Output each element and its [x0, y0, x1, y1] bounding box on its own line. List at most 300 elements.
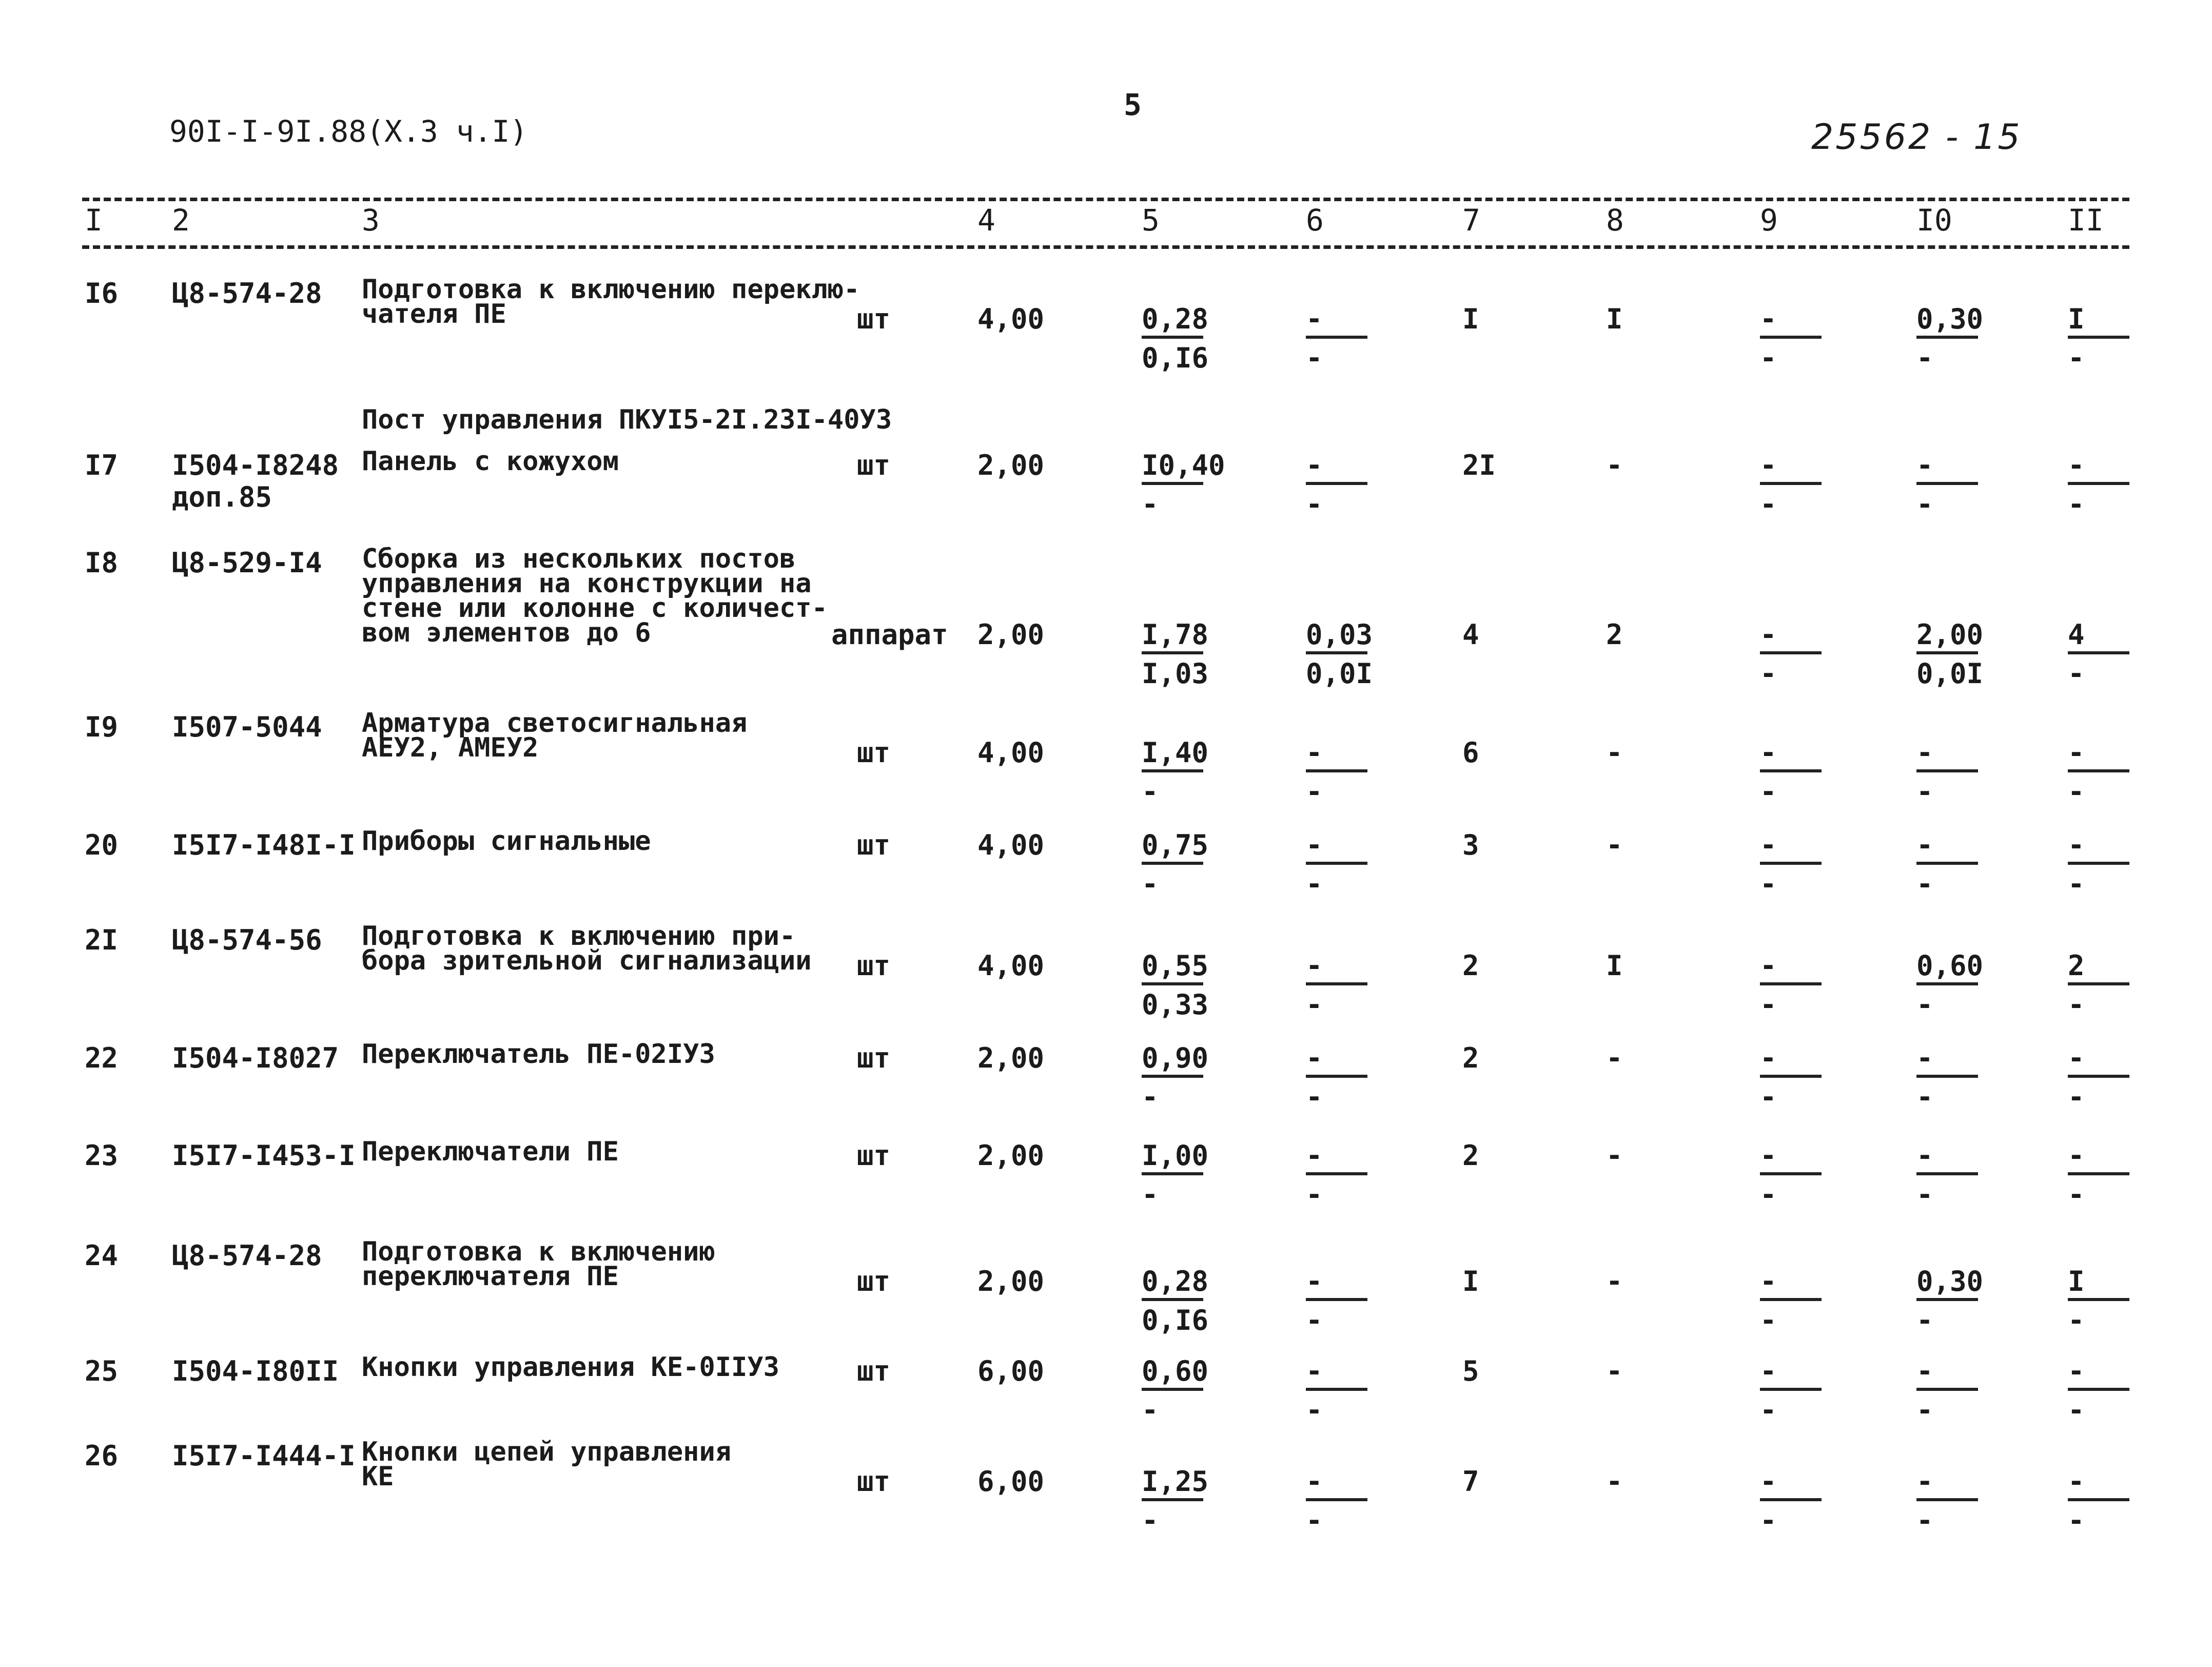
col11-value-denominator: -	[2068, 1178, 2085, 1211]
col10-value	[1916, 829, 1988, 899]
col6-value-numerator: -	[1306, 736, 1323, 769]
col6-value-numerator: -	[1306, 949, 1323, 982]
column-header: 8	[1606, 203, 1624, 238]
col7-value: I	[1462, 1265, 1479, 1297]
col5-value-bar	[1142, 651, 1203, 654]
col5-value-bar	[1142, 1498, 1203, 1501]
col6-value-bar	[1306, 1388, 1367, 1391]
col9-value	[1760, 1042, 1832, 1112]
page-number: 5	[1124, 87, 1142, 122]
col9-value-numerator: -	[1760, 736, 1777, 769]
col5-value-numerator: 0,60	[1142, 1355, 1209, 1387]
column-header: I0	[1916, 203, 1952, 238]
col11-value	[2068, 736, 2140, 806]
col6-value-numerator: -	[1306, 1042, 1323, 1074]
col7-value: 6	[1462, 736, 1479, 769]
col10-value-denominator: -	[1916, 1394, 1933, 1426]
col5-value-denominator: -	[1142, 868, 1159, 900]
description-line: вом элементов до 6	[362, 617, 651, 648]
col11-value-bar	[2068, 482, 2129, 485]
description-line: КЕ	[362, 1461, 394, 1492]
col9-value-bar	[1760, 1388, 1822, 1391]
quantity: 4,00	[977, 829, 1045, 861]
col6-value-denominator: -	[1306, 488, 1323, 520]
unit: шт	[857, 303, 891, 335]
col6-value	[1306, 303, 1378, 373]
col9-value	[1760, 449, 1832, 519]
description-line: Подготовка к включению при-	[362, 921, 796, 952]
col9-value-numerator: -	[1760, 1042, 1777, 1074]
col8-value: -	[1606, 829, 1623, 861]
section-title: Пост управления ПКУI5-2I.23I-40УЗ	[362, 404, 892, 435]
col11-value	[2068, 1139, 2140, 1209]
work-description	[362, 708, 748, 763]
col5-value	[1142, 1465, 1213, 1535]
norm-code: I504-I8027	[172, 1042, 339, 1074]
col8-value: -	[1606, 1139, 1623, 1172]
col11-value	[2068, 1465, 2140, 1535]
col6-value-bar	[1306, 1172, 1367, 1175]
col5-value-denominator: -	[1142, 776, 1159, 808]
col5-value-numerator: 0,28	[1142, 303, 1209, 335]
unit: шт	[857, 829, 891, 861]
col10-value-numerator: -	[1916, 1465, 1933, 1498]
col8-value: -	[1606, 1265, 1623, 1297]
col6-value	[1306, 736, 1378, 806]
col11-value	[2068, 449, 2140, 519]
col11-value	[2068, 1355, 2140, 1425]
col7-value: 2	[1462, 1042, 1479, 1074]
col10-value-numerator: -	[1916, 1139, 1933, 1172]
quantity: 6,00	[977, 1355, 1045, 1387]
col5-value-numerator: I,00	[1142, 1139, 1209, 1172]
col6-value-denominator: -	[1306, 1304, 1323, 1336]
col9-value-denominator: -	[1760, 1304, 1777, 1336]
col6-value-denominator: -	[1306, 868, 1323, 900]
column-header: 2	[172, 203, 190, 238]
col11-value-bar	[2068, 1388, 2129, 1391]
col11-value	[2068, 1042, 2140, 1112]
col11-value-denominator: -	[2068, 1081, 2085, 1113]
col9-value-bar	[1760, 651, 1822, 654]
quantity: 2,00	[977, 1042, 1045, 1074]
col10-value	[1916, 1265, 1988, 1335]
col11-value	[2068, 949, 2140, 1019]
col6-value-denominator: -	[1306, 1178, 1323, 1211]
row-number: I7	[85, 449, 119, 481]
col9-value-numerator: -	[1760, 1265, 1777, 1297]
col5-value-numerator: I,25	[1142, 1465, 1209, 1498]
norm-code: I5I7-I444-I	[172, 1440, 356, 1472]
col5-value-denominator: 0,I6	[1142, 1304, 1209, 1336]
work-description	[362, 921, 812, 976]
col10-value-denominator: -	[1916, 342, 1933, 374]
col11-value-numerator: -	[2068, 1355, 2085, 1387]
row-number: 26	[85, 1440, 119, 1472]
col9-value-denominator: -	[1760, 988, 1777, 1021]
col11-value-bar	[2068, 1498, 2129, 1501]
col6-value-bar	[1306, 862, 1367, 865]
description-line: стене или колонне с количест-	[362, 593, 828, 624]
col10-value	[1916, 1355, 1988, 1425]
col7-value: 2I	[1462, 449, 1496, 481]
col9-value-numerator: -	[1760, 618, 1777, 651]
unit: шт	[857, 736, 891, 769]
col6-value-denominator: -	[1306, 342, 1323, 374]
unit: шт	[857, 1042, 891, 1074]
column-header: 3	[362, 203, 380, 238]
col5-value	[1142, 736, 1213, 806]
col9-value-denominator: -	[1760, 342, 1777, 374]
unit: шт	[857, 949, 891, 982]
col10-value	[1916, 303, 1988, 373]
norm-code: Ц8-574-28	[172, 277, 322, 309]
col9-value-bar	[1760, 1498, 1822, 1501]
col10-value-denominator: 0,0I	[1916, 657, 1984, 690]
col11-value-denominator: -	[2068, 868, 2085, 900]
norm-code: I5I7-I48I-I	[172, 829, 356, 861]
col10-value-bar	[1916, 1075, 1978, 1078]
col9-value-denominator: -	[1760, 1178, 1777, 1211]
col5-value-bar	[1142, 1075, 1203, 1078]
col5-value	[1142, 449, 1225, 520]
col9-value	[1760, 303, 1832, 373]
col5-value-numerator: I0,40	[1142, 449, 1225, 481]
col11-value-bar	[2068, 336, 2129, 339]
col10-value	[1916, 949, 1988, 1019]
col11-value	[2068, 1265, 2140, 1335]
col9-value-bar	[1760, 769, 1822, 772]
col11-value-denominator: -	[2068, 488, 2085, 520]
col11-value-denominator: -	[2068, 657, 2085, 690]
col6-value-numerator: -	[1306, 303, 1323, 335]
col10-value-denominator: -	[1916, 868, 1933, 900]
col10-value-bar	[1916, 982, 1978, 985]
col5-value	[1142, 1042, 1213, 1112]
table-top-rule	[82, 198, 2129, 201]
row-number: 22	[85, 1042, 119, 1074]
quantity: 4,00	[977, 736, 1045, 769]
col10-value-numerator: -	[1916, 1042, 1933, 1074]
col5-value-numerator: I,78	[1142, 618, 1209, 651]
col6-value	[1306, 829, 1378, 899]
col10-value-bar	[1916, 1298, 1978, 1301]
description-line: Приборы сигнальные	[362, 826, 651, 857]
col10-value-bar	[1916, 1388, 1978, 1391]
quantity: 2,00	[977, 1139, 1045, 1172]
col10-value-bar	[1916, 862, 1978, 865]
norm-code: I504-I8248	[172, 449, 339, 481]
col10-value-numerator: -	[1916, 829, 1933, 861]
table-header-rule	[82, 245, 2129, 249]
col11-value	[2068, 829, 2140, 899]
col5-value-denominator: -	[1142, 1081, 1159, 1113]
col5-value	[1142, 1265, 1213, 1335]
col11-value-numerator: -	[2068, 736, 2085, 769]
description-line: бора зрительной сигнализации	[362, 945, 812, 976]
column-header: II	[2068, 203, 2104, 238]
col8-value: -	[1606, 736, 1623, 769]
col11-value-numerator: 2	[2068, 949, 2085, 982]
col6-value	[1306, 1139, 1378, 1209]
col11-value-denominator: -	[2068, 342, 2085, 374]
col6-value	[1306, 1465, 1378, 1535]
col9-value-denominator: -	[1760, 1394, 1777, 1426]
norm-code: I504-I80II	[172, 1355, 339, 1387]
norm-code: I5I7-I453-I	[172, 1139, 356, 1172]
col6-value-denominator: 0,0I	[1306, 657, 1373, 690]
col8-value: I	[1606, 303, 1623, 335]
norm-code-suffix: доп.85	[172, 481, 272, 513]
col7-value: 2	[1462, 1139, 1479, 1172]
col9-value-bar	[1760, 1298, 1822, 1301]
col10-value-numerator: 0,30	[1916, 303, 1984, 335]
description-line: Переключатель ПЕ-02IУЗ	[362, 1039, 715, 1070]
norm-code: I507-5044	[172, 711, 322, 743]
description-line: Арматура светосигнальная	[362, 708, 748, 739]
col7-value: 3	[1462, 829, 1479, 861]
col6-value-bar	[1306, 1075, 1367, 1078]
col9-value-bar	[1760, 482, 1822, 485]
col10-value-numerator: 0,60	[1916, 949, 1984, 982]
col10-value	[1916, 1139, 1988, 1209]
col9-value-numerator: -	[1760, 1139, 1777, 1172]
column-header: 6	[1306, 203, 1324, 238]
row-number: 2I	[85, 924, 119, 956]
col11-value-numerator: I	[2068, 303, 2085, 335]
row-number: 23	[85, 1139, 119, 1172]
col11-value-numerator: -	[2068, 829, 2085, 861]
col5-value-bar	[1142, 862, 1203, 865]
col8-value: -	[1606, 1355, 1623, 1387]
col8-value: -	[1606, 1465, 1623, 1498]
col9-value-numerator: -	[1760, 303, 1777, 335]
col10-value-numerator: -	[1916, 449, 1933, 481]
col10-value-bar	[1916, 651, 1978, 654]
col6-value-bar	[1306, 482, 1367, 485]
col11-value	[2068, 618, 2140, 688]
work-description	[362, 1236, 715, 1292]
row-number: I9	[85, 711, 119, 743]
col5-value	[1142, 303, 1213, 373]
col10-value-denominator: -	[1916, 1504, 1933, 1537]
col6-value	[1306, 449, 1378, 519]
norm-code: Ц8-529-I4	[172, 547, 322, 579]
col9-value-numerator: -	[1760, 949, 1777, 982]
col9-value	[1760, 736, 1832, 806]
col9-value	[1760, 618, 1832, 688]
col11-value-numerator: -	[2068, 449, 2085, 481]
col10-value-denominator: -	[1916, 1081, 1933, 1113]
description-line: управления на конструкции на	[362, 568, 812, 599]
column-header: 7	[1462, 203, 1480, 238]
col10-value	[1916, 449, 1988, 519]
col6-value-bar	[1306, 982, 1367, 985]
norm-code: Ц8-574-28	[172, 1239, 322, 1272]
col9-value-numerator: -	[1760, 449, 1777, 481]
col9-value-bar	[1760, 982, 1822, 985]
col9-value-denominator: -	[1760, 657, 1777, 690]
unit: шт	[857, 1139, 891, 1172]
col9-value-denominator: -	[1760, 868, 1777, 900]
work-description	[362, 826, 651, 857]
col10-value-numerator: -	[1916, 736, 1933, 769]
col6-value	[1306, 949, 1378, 1019]
description-line: Подготовка к включению переклю-	[362, 274, 860, 305]
description-line: Сборка из нескольких постов	[362, 544, 796, 574]
description-line: Кнопки цепей управления	[362, 1437, 732, 1467]
col10-value-denominator: -	[1916, 1304, 1933, 1336]
col7-value: 2	[1462, 949, 1479, 982]
col8-value: 2	[1606, 618, 1623, 651]
col6-value	[1306, 1355, 1378, 1425]
col9-value	[1760, 1265, 1832, 1335]
col6-value-denominator: -	[1306, 776, 1323, 808]
col10-value-bar	[1916, 1172, 1978, 1175]
col11-value-denominator: -	[2068, 1504, 2085, 1537]
col8-value: I	[1606, 949, 1623, 982]
col11-value-denominator: -	[2068, 988, 2085, 1021]
work-description	[362, 274, 860, 329]
row-number: I6	[85, 277, 119, 309]
description-line: чателя ПЕ	[362, 299, 506, 329]
col5-value-bar	[1142, 1172, 1203, 1175]
col6-value-bar	[1306, 651, 1367, 654]
col8-value: -	[1606, 449, 1623, 481]
quantity: 6,00	[977, 1465, 1045, 1498]
col10-value-denominator: -	[1916, 488, 1933, 520]
col9-value-denominator: -	[1760, 488, 1777, 520]
col11-value-denominator: -	[2068, 1304, 2085, 1336]
col9-value-denominator: -	[1760, 1504, 1777, 1537]
col9-value	[1760, 1355, 1832, 1425]
col5-value-denominator: 0,I6	[1142, 342, 1209, 374]
col11-value	[2068, 303, 2140, 373]
col7-value: I	[1462, 303, 1479, 335]
col11-value-bar	[2068, 1075, 2129, 1078]
row-number: 20	[85, 829, 119, 861]
col5-value	[1142, 618, 1213, 688]
col6-value-bar	[1306, 769, 1367, 772]
col9-value-bar	[1760, 1075, 1822, 1078]
col11-value-bar	[2068, 1298, 2129, 1301]
col10-value-numerator: 2,00	[1916, 618, 1984, 651]
col6-value-numerator: -	[1306, 449, 1323, 481]
col5-value	[1142, 829, 1213, 899]
col9-value-numerator: -	[1760, 1355, 1777, 1387]
quantity: 2,00	[977, 618, 1045, 651]
col6-value-denominator: -	[1306, 988, 1323, 1021]
col6-value	[1306, 618, 1378, 688]
col10-value	[1916, 618, 1988, 688]
col6-value-numerator: -	[1306, 829, 1323, 861]
col9-value	[1760, 1139, 1832, 1209]
col5-value-bar	[1142, 1298, 1203, 1301]
description-line: АЕУ2, АМЕУ2	[362, 732, 539, 763]
col11-value-bar	[2068, 651, 2129, 654]
document-code: 90I-I-9I.88(Х.3 ч.I)	[169, 114, 528, 149]
work-description	[362, 446, 619, 477]
unit: шт	[857, 1465, 891, 1498]
column-header: 9	[1760, 203, 1778, 238]
col10-value-denominator: -	[1916, 988, 1933, 1021]
col10-value-bar	[1916, 1498, 1978, 1501]
col9-value	[1760, 829, 1832, 899]
unit: аппарат	[831, 618, 948, 651]
col5-value-denominator: -	[1142, 1504, 1159, 1537]
col6-value	[1306, 1265, 1378, 1335]
col5-value-bar	[1142, 482, 1203, 485]
col9-value	[1760, 1465, 1832, 1535]
col9-value-numerator: -	[1760, 829, 1777, 861]
col5-value	[1142, 1139, 1213, 1209]
col5-value-denominator: -	[1142, 1394, 1159, 1426]
col7-value: 4	[1462, 618, 1479, 651]
col9-value-bar	[1760, 862, 1822, 865]
col11-value-denominator: -	[2068, 776, 2085, 808]
column-header: 5	[1142, 203, 1160, 238]
col6-value-denominator: -	[1306, 1394, 1323, 1426]
work-description	[362, 544, 828, 648]
col11-value-bar	[2068, 982, 2129, 985]
col11-value-denominator: -	[2068, 1394, 2085, 1426]
work-description	[362, 1437, 732, 1492]
col5-value-bar	[1142, 982, 1203, 985]
col9-value-denominator: -	[1760, 1081, 1777, 1113]
quantity: 2,00	[977, 1265, 1045, 1297]
col6-value-numerator: -	[1306, 1139, 1323, 1172]
col5-value	[1142, 949, 1213, 1019]
col5-value	[1142, 1355, 1213, 1425]
col10-value-numerator: -	[1916, 1355, 1933, 1387]
sheet-code: 25562 - 15	[1811, 117, 2022, 158]
col5-value-numerator: 0,55	[1142, 949, 1209, 982]
col11-value-bar	[2068, 862, 2129, 865]
col6-value-denominator: -	[1306, 1504, 1323, 1537]
unit: шт	[857, 449, 891, 481]
quantity: 4,00	[977, 303, 1045, 335]
col10-value-denominator: -	[1916, 776, 1933, 808]
col9-value-denominator: -	[1760, 776, 1777, 808]
col6-value	[1306, 1042, 1378, 1112]
description-line: переключателя ПЕ	[362, 1261, 619, 1292]
work-description	[362, 1352, 779, 1383]
col5-value-bar	[1142, 336, 1203, 339]
col7-value: 7	[1462, 1465, 1479, 1498]
col11-value-numerator: -	[2068, 1042, 2085, 1074]
col7-value: 5	[1462, 1355, 1479, 1387]
description-line: Подготовка к включению	[362, 1236, 715, 1267]
col5-value-numerator: I,40	[1142, 736, 1209, 769]
col5-value-numerator: 0,90	[1142, 1042, 1209, 1074]
quantity: 2,00	[977, 449, 1045, 481]
unit: шт	[857, 1355, 891, 1387]
col5-value-denominator: I,03	[1142, 657, 1209, 690]
row-number: 24	[85, 1239, 119, 1272]
col10-value	[1916, 1465, 1988, 1535]
column-header: I	[85, 203, 103, 238]
col10-value-bar	[1916, 769, 1978, 772]
col10-value	[1916, 736, 1988, 806]
description-line: Панель с кожухом	[362, 446, 619, 477]
unit: шт	[857, 1265, 891, 1297]
description-line: Кнопки управления КЕ-0IIУЗ	[362, 1352, 779, 1383]
col9-value-bar	[1760, 1172, 1822, 1175]
col11-value-bar	[2068, 769, 2129, 772]
col6-value-bar	[1306, 1298, 1367, 1301]
col8-value: -	[1606, 1042, 1623, 1074]
col6-value-numerator: 0,03	[1306, 618, 1373, 651]
